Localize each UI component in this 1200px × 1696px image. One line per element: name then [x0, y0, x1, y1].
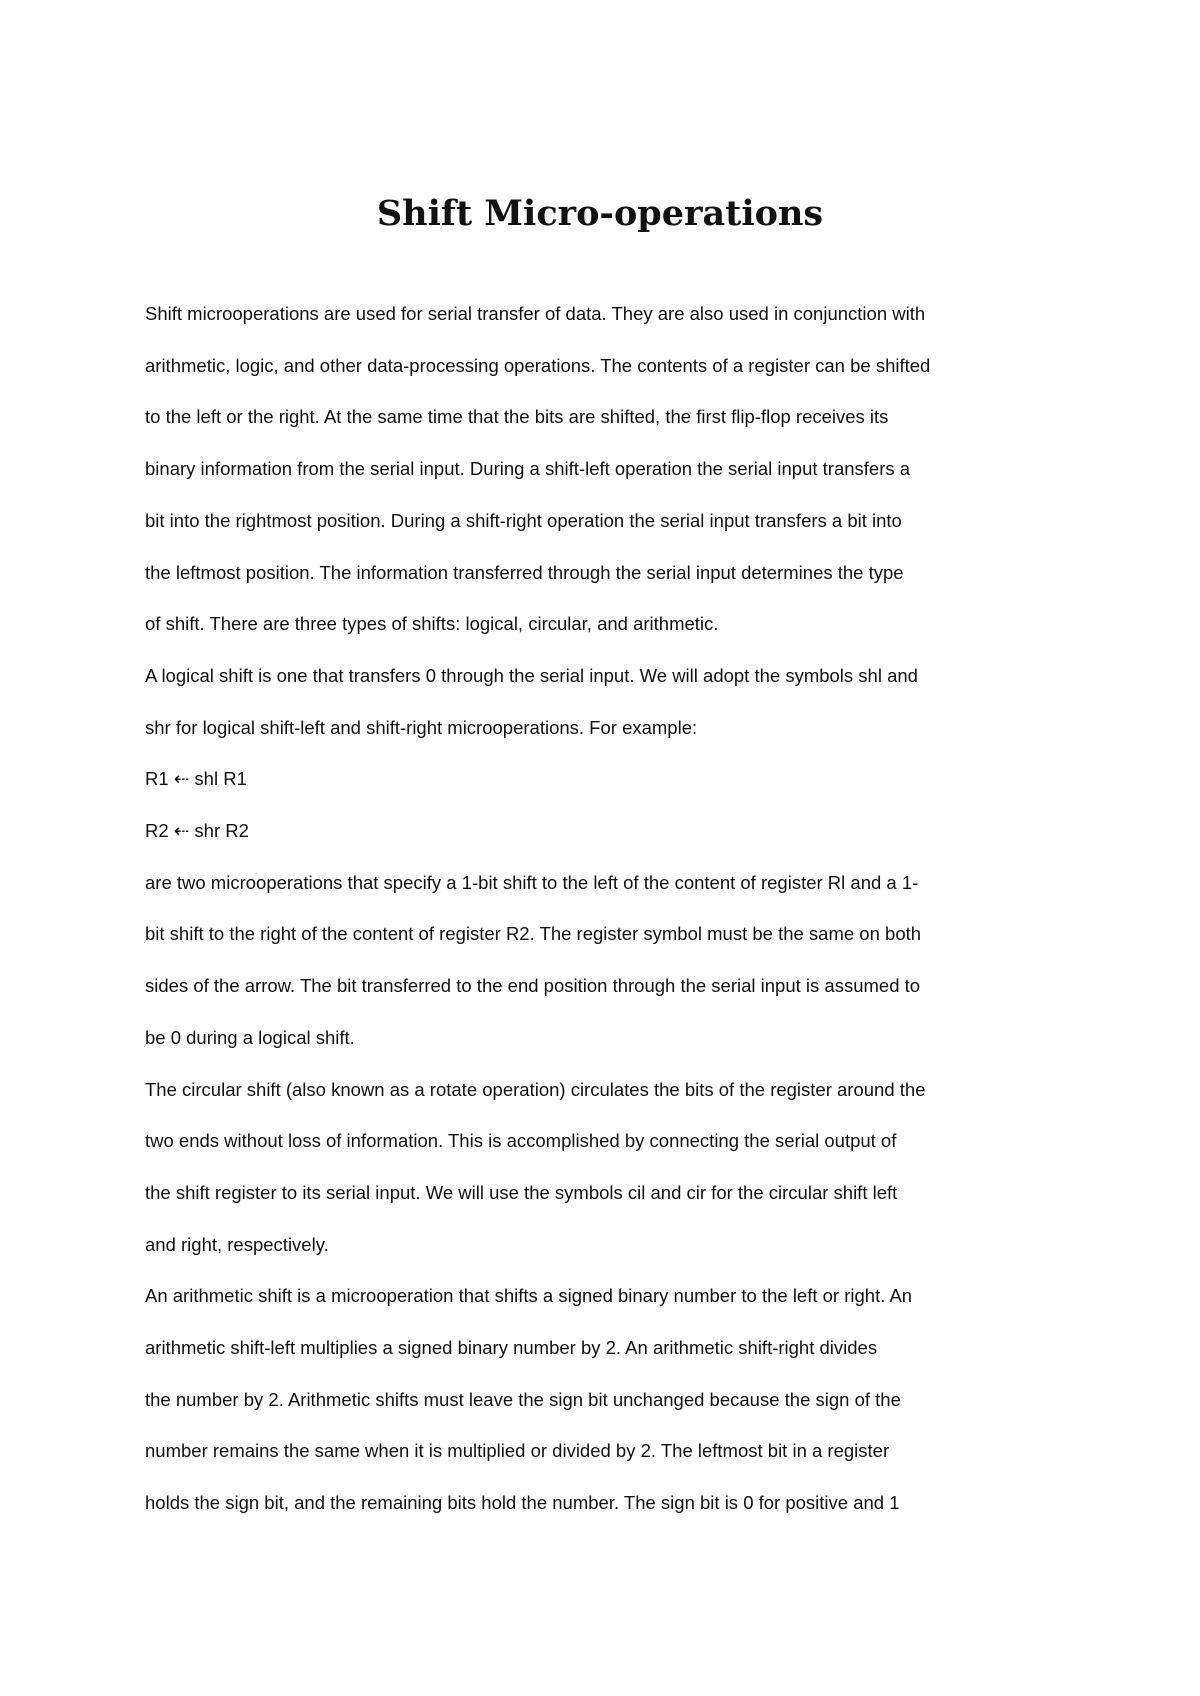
page-title: Shift Micro-operations [376, 193, 824, 234]
body-line: holds the sign bit, and the remaining bits hold the number. The sign bit is 0 for positive and 1 [145, 1492, 900, 1514]
body-line: number remains the same when it is multiplied or divided by 2. The leftmost bit in a register [145, 1440, 890, 1462]
body-line: A logical shift is one that transfers 0 through the serial input. We will adopt the symbols shl and [145, 664, 918, 686]
body-line: be 0 during a logical shift. [145, 1026, 355, 1048]
body-line: the number by 2. Arithmetic shifts must leave the sign bit unchanged because the sign of the [145, 1388, 901, 1410]
body-line: bit into the rightmost position. During a shift-right operation the serial input transfers a bit into [145, 509, 902, 531]
body-line: shr for logical shift-left and shift-right microoperations. For example: [145, 716, 698, 738]
body-line: bit shift to the right of the content of register R2. The register symbol must be the same on both [145, 923, 922, 945]
body-line: the leftmost position. The information transferred through the serial input determines the type [145, 561, 904, 583]
body-line: Shift microoperations are used for serial transfer of data. They are also used in conjunction with [145, 303, 926, 324]
body-line: of shift. There are three types of shifts: logical, circular, and arithmetic. [145, 613, 719, 635]
body-line: are two microoperations that specify a 1-bit shift to the left of the content of register Rl and a 1- [145, 871, 919, 893]
body-line: The circular shift (also known as a rotate operation) circulates the bits of the register around the [145, 1078, 926, 1100]
body-line: sides of the arrow. The bit transferred to the end position through the serial input is assumed to [145, 975, 921, 997]
body-line: to the left or the right. At the same time that the bits are shifted, the first flip-flop receives its [145, 406, 889, 428]
body-line: arithmetic shift-left multiplies a signed binary number by 2. An arithmetic shift-right divides [145, 1337, 878, 1358]
body-line: and right, respectively. [145, 1233, 329, 1255]
body-line: R2 ⇠ shr R2 [145, 820, 249, 841]
body-line: arithmetic, logic, and other data-processing operations. The contents of a register can be shifted [145, 354, 931, 376]
body-line: the shift register to its serial input. We will use the symbols cil and cir for the circular shift left [145, 1181, 898, 1203]
body-line: R1 ⇠ shl R1 [145, 768, 247, 790]
body-line: binary information from the serial input. During a shift-left operation the serial input transfers a [145, 458, 911, 480]
body-line: An arithmetic shift is a microoperation that shifts a signed binary number to the left or right. An [145, 1285, 913, 1307]
body-line: two ends without loss of information. This is accomplished by connecting the serial output of [145, 1130, 897, 1152]
